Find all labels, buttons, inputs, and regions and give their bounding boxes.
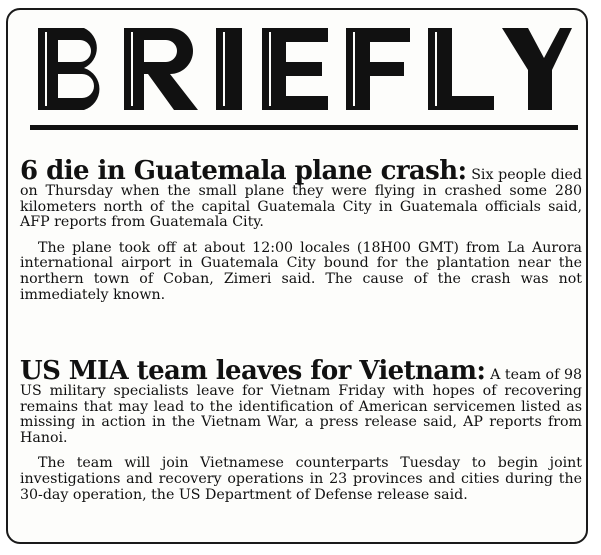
story-headline: US MIA team leaves for Vietnam: xyxy=(20,356,486,386)
story-paragraph: The team will join Vietnamese counterparts Tuesday to begin joint investigations and recovery operations in 23 provinces and cities during the 30-day operation, the US Department of Defense release said. xyxy=(20,455,582,503)
story-headline: 6 die in Guatemala plane crash: xyxy=(20,156,467,186)
briefly-logo xyxy=(32,22,572,116)
story-paragraph: The plane took off at about 12:00 locales (18H00 GMT) from La Aurora international airport in Guatemala City bound for the plantation near the northern town of Coban, Zimeri said. The cause of the crash was not immediately known. xyxy=(20,239,582,303)
story-vietnam xyxy=(20,358,582,503)
story-lead-paragraph xyxy=(20,158,582,231)
story-guatemala xyxy=(20,158,582,303)
story-lead-paragraph xyxy=(20,358,582,446)
briefly-masthead xyxy=(32,22,572,116)
story-lead-text: A team of 98 US military specialists leave for Vietnam Friday with hopes of recovering remains that may lead to the identification of American servicemen listed as missing in action in the Vietnam War, a press release said, AP reports from Hanoi. xyxy=(20,367,582,446)
masthead-rule xyxy=(30,125,578,130)
story-lead-text: Six people died on Thursday when the small plane they were flying in crashed some 280 kilometers north of the capital Guatemala City in Guatemala officials said, AFP reports from Guatemala City. xyxy=(20,167,582,231)
